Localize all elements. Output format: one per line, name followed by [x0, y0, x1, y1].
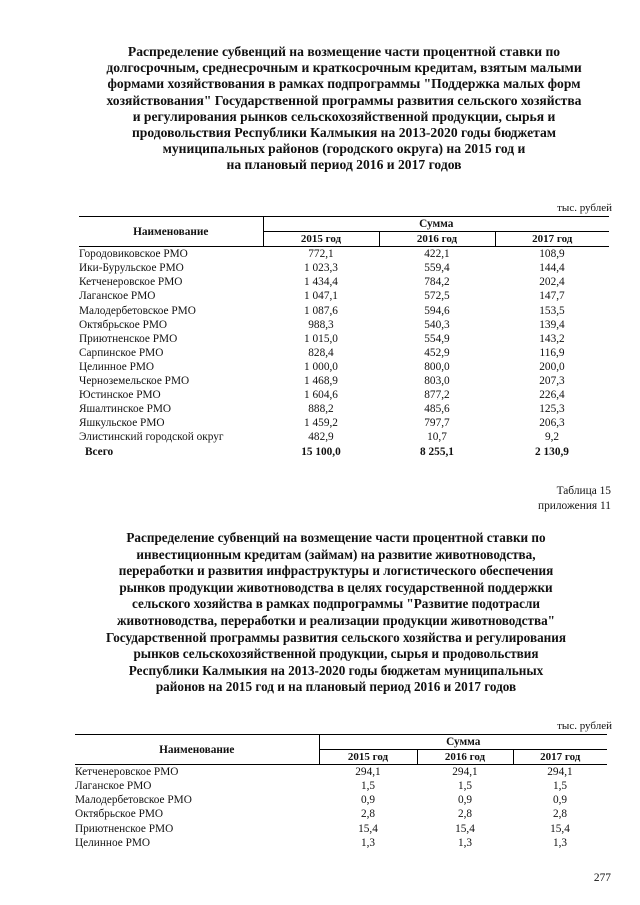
table-row [79, 416, 609, 430]
column-header-year: 2016 год [417, 750, 513, 765]
cell-2016: 594,6 [424, 304, 450, 317]
cell-2016: 422,1 [424, 248, 450, 261]
cell-2015: 1 015,0 [304, 332, 338, 345]
cell-2015: 1 604,6 [304, 389, 338, 402]
title-line: районов на 2015 год и на плановый период 2016 и 2017 годов [155, 679, 517, 695]
cell-2016: 10,7 [427, 431, 447, 444]
column-header-name: Наименование [79, 217, 263, 247]
cell-2015: 1,3 [360, 836, 376, 849]
row-name: Приютненское РМО [79, 332, 178, 345]
row-name: Элистинский городской округ [79, 431, 224, 444]
subsidy-table-2 [75, 734, 607, 850]
row-name: Лаганское РМО [75, 780, 152, 793]
cell-2017: 143,2 [539, 332, 565, 345]
row-name: Яшалтинское РМО [79, 403, 172, 416]
cell-2016: 797,7 [424, 417, 450, 430]
table-row [79, 332, 609, 346]
cell-2015: 888,2 [308, 403, 334, 416]
cell-2015: 772,1 [308, 248, 334, 261]
cell-2016: 803,0 [424, 375, 450, 388]
row-name: Приютненское РМО [75, 822, 174, 835]
unit-label: тыс. рублей [557, 202, 612, 214]
cell-2016: 2,8 [457, 808, 473, 821]
cell-2016: 784,2 [424, 276, 450, 289]
row-name: Октябрьское РМО [75, 808, 164, 821]
cell-2016: 485,6 [424, 403, 450, 416]
cell-2016: 800,0 [424, 360, 450, 373]
cell-2015: 2,8 [360, 808, 376, 821]
table-row [79, 360, 609, 374]
title-line: муниципальных районов (городского округа) на 2015 год и [162, 141, 526, 157]
row-name: Малодербетовское РМО [79, 304, 196, 317]
cell-2017: 294,1 [547, 766, 573, 779]
cell-2017: 200,0 [539, 360, 565, 373]
total-2017: 2 130,9 [535, 445, 569, 458]
title-line: рынков продукции животноводства в целях государственной поддержки [119, 579, 553, 595]
cell-2015: 482,9 [308, 431, 334, 444]
table-row [75, 765, 607, 780]
row-name: Кетченеровское РМО [75, 766, 179, 779]
caption-line: Таблица 15 [556, 485, 611, 497]
cell-2016: 452,9 [424, 346, 450, 359]
row-name: Целинное РМО [75, 836, 151, 849]
table-row [79, 430, 609, 444]
table-caption [538, 484, 611, 514]
table-row [75, 822, 607, 836]
title-line: и регулирования рынков сельскохозяйственной продукции, сырья и [132, 108, 556, 124]
column-header-sum: Сумма [319, 735, 607, 750]
total-2016: 8 255,1 [420, 445, 454, 458]
cell-2015: 828,4 [308, 346, 334, 359]
cell-2015: 1 000,0 [304, 360, 338, 373]
row-name: Сарпинское РМО [79, 346, 164, 359]
title-line: переработки и развития инфраструктуры и логистического обеспечения [118, 563, 554, 579]
cell-2015: 1 047,1 [304, 290, 338, 303]
title-line: животноводства, переработки и реализации продукции животноводства" [117, 612, 555, 628]
section1-title [74, 44, 614, 174]
cell-2015: 294,1 [355, 766, 381, 779]
table-row [75, 793, 607, 807]
table-row [79, 289, 609, 303]
title-line: рынков сельскохозяйственной продукции, сырья и продовольствия [133, 646, 539, 662]
cell-2015: 1 087,6 [304, 304, 338, 317]
cell-2017: 108,9 [539, 248, 565, 261]
title-line: инвестиционным кредитам (займам) на развитие животноводства, [136, 546, 536, 562]
cell-2017: 144,4 [539, 262, 565, 275]
cell-2017: 1,5 [552, 780, 568, 793]
table-row [79, 261, 609, 275]
title-line: Республики Калмыкия на 2013-2020 годы бюджетам муниципальных [128, 662, 544, 678]
column-header-year: 2015 год [263, 232, 379, 247]
total-row [79, 445, 609, 459]
cell-2016: 1,5 [457, 780, 473, 793]
caption-line: приложения 11 [537, 500, 611, 512]
column-header-year: 2015 год [319, 750, 417, 765]
title-line: сельского хозяйства в рамках подпрограммы "Развитие подотрасли [132, 596, 540, 612]
table-row [79, 402, 609, 416]
section2-title [62, 530, 610, 696]
cell-2016: 0,9 [457, 794, 473, 807]
cell-2015: 0,9 [360, 794, 376, 807]
subsidy-table-1 [79, 216, 609, 459]
table-row [79, 388, 609, 402]
table-row [79, 374, 609, 388]
row-name: Городовиковское РМО [79, 248, 188, 261]
cell-2017: 116,9 [539, 346, 565, 359]
column-header-sum: Сумма [263, 217, 609, 232]
title-line: Распределение субвенций на возмещение части процентной ставки по [127, 44, 561, 59]
cell-2017: 206,3 [539, 417, 565, 430]
row-name: Яшкульское РМО [79, 417, 165, 430]
row-name: Лаганское РМО [79, 290, 156, 303]
title-line: Государственной программы развития сельского хозяйства и регулирования [105, 629, 566, 645]
title-line: Распределение субвенций на возмещение части процентной ставки по [126, 530, 546, 545]
table-row [75, 779, 607, 793]
cell-2015: 1 459,2 [304, 417, 338, 430]
cell-2015: 1 434,4 [304, 276, 338, 289]
cell-2016: 294,1 [452, 766, 478, 779]
cell-2017: 207,3 [539, 375, 565, 388]
cell-2015: 15,4 [358, 822, 378, 835]
cell-2017: 15,4 [550, 822, 570, 835]
table-row [79, 346, 609, 360]
cell-2015: 1 023,3 [304, 262, 338, 275]
row-name: Целинное РМО [79, 360, 155, 373]
table-row [79, 304, 609, 318]
table-row [75, 807, 607, 821]
cell-2017: 202,4 [539, 276, 565, 289]
title-line: формами хозяйствования в рамках подпрограммы "Поддержка малых форм [107, 76, 581, 92]
cell-2017: 2,8 [552, 808, 568, 821]
cell-2016: 540,3 [424, 318, 450, 331]
cell-2017: 153,5 [539, 304, 565, 317]
total-label: Всего [85, 445, 114, 458]
cell-2017: 226,4 [539, 389, 565, 402]
row-name: Октябрьское РМО [79, 318, 168, 331]
row-name: Кетченеровское РМО [79, 276, 183, 289]
column-header-name: Наименование [75, 735, 319, 765]
page-number: 277 [593, 872, 611, 884]
row-name: Ики-Бурульское РМО [79, 262, 184, 275]
cell-2017: 125,3 [539, 403, 565, 416]
title-line: на плановый период 2016 и 2017 годов [226, 157, 462, 173]
cell-2016: 1,3 [457, 836, 473, 849]
cell-2016: 559,4 [424, 262, 450, 275]
cell-2016: 877,2 [424, 389, 450, 402]
cell-2015: 1 468,9 [304, 375, 338, 388]
cell-2016: 15,4 [455, 822, 475, 835]
total-2015: 15 100,0 [301, 445, 341, 458]
cell-2016: 572,5 [424, 290, 450, 303]
column-header-year: 2017 год [495, 232, 609, 247]
cell-2017: 1,3 [552, 836, 568, 849]
row-name: Юстинское РМО [79, 389, 161, 402]
row-name: Малодербетовское РМО [75, 794, 192, 807]
column-header-year: 2016 год [379, 232, 495, 247]
table-row [75, 836, 607, 850]
cell-2015: 988,3 [308, 318, 334, 331]
table-row [79, 318, 609, 332]
cell-2017: 0,9 [552, 794, 568, 807]
unit-label: тыс. рублей [557, 720, 612, 732]
column-header-year: 2017 год [513, 750, 607, 765]
row-name: Черноземельское РМО [79, 375, 190, 388]
title-line: продовольствия Республики Калмыкия на 2013-2020 годы бюджетам [131, 125, 557, 141]
cell-2016: 554,9 [424, 332, 450, 345]
table-row [79, 247, 609, 262]
table-row [79, 275, 609, 289]
cell-2017: 139,4 [539, 318, 565, 331]
title-line: долгосрочным, среднесрочным и краткосрочным кредитам, взятым малыми [106, 60, 582, 76]
title-line: хозяйствования" Государственной программы развития сельского хозяйства [106, 92, 582, 108]
cell-2015: 1,5 [360, 780, 376, 793]
cell-2017: 147,7 [539, 290, 565, 303]
cell-2017: 9,2 [544, 431, 560, 444]
